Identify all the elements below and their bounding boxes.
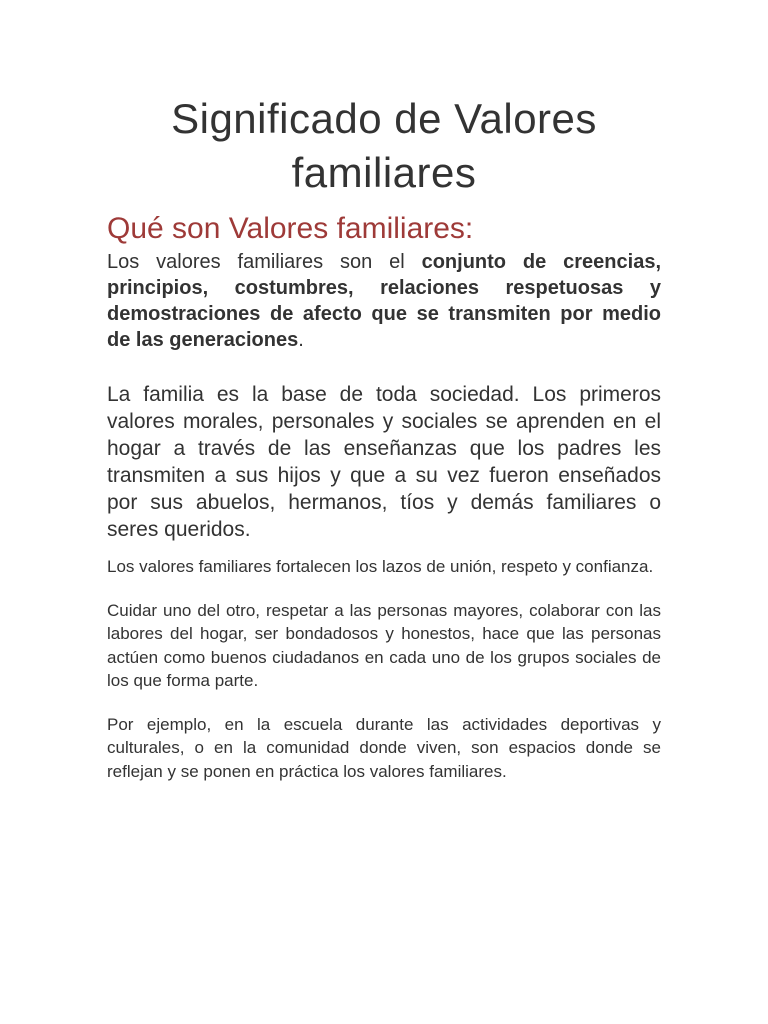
section-heading: Qué son Valores familiares:	[107, 212, 474, 245]
intro-lead-text: Los valores familiares son el	[107, 251, 422, 273]
paragraph-family-base: La familia es la base de toda sociedad. Los primeros valores morales, personales y sociales se aprenden en el hogar a través de las enseñanzas que los padres les transmiten a sus hijos y que a su vez fueron enseñados por sus abuelos, hermanos, tíos y demás familiares o seres queridos.	[107, 383, 661, 541]
intro-paragraph	[107, 249, 661, 353]
document-page	[107, 92, 661, 783]
intro-end-text: .	[298, 329, 304, 351]
paragraph-care-each-other: Cuidar uno del otro, respetar a las personas mayores, colaborar con las labores del hogar, ser bondadosos y honestos, hace que las personas actúen como buenos ciudadanos en cada uno de los grupos sociales de los que forma parte.	[107, 600, 661, 690]
paragraph-strengthen-ties: Los valores familiares fortalecen los lazos de unión, respeto y confianza.	[107, 557, 654, 576]
paragraph-example: Por ejemplo, en la escuela durante las actividades deportivas y culturales, o en la comunidad donde viven, son espacios donde se reflejan y se ponen en práctica los valores familiares.	[107, 714, 661, 781]
page-title: Significado de Valores familiares	[171, 95, 597, 196]
intro-bold-text: conjunto de creencias, principios, costumbres, relaciones respetuosas y demostraciones de afecto que se transmiten por medio de las generaciones	[107, 251, 662, 351]
